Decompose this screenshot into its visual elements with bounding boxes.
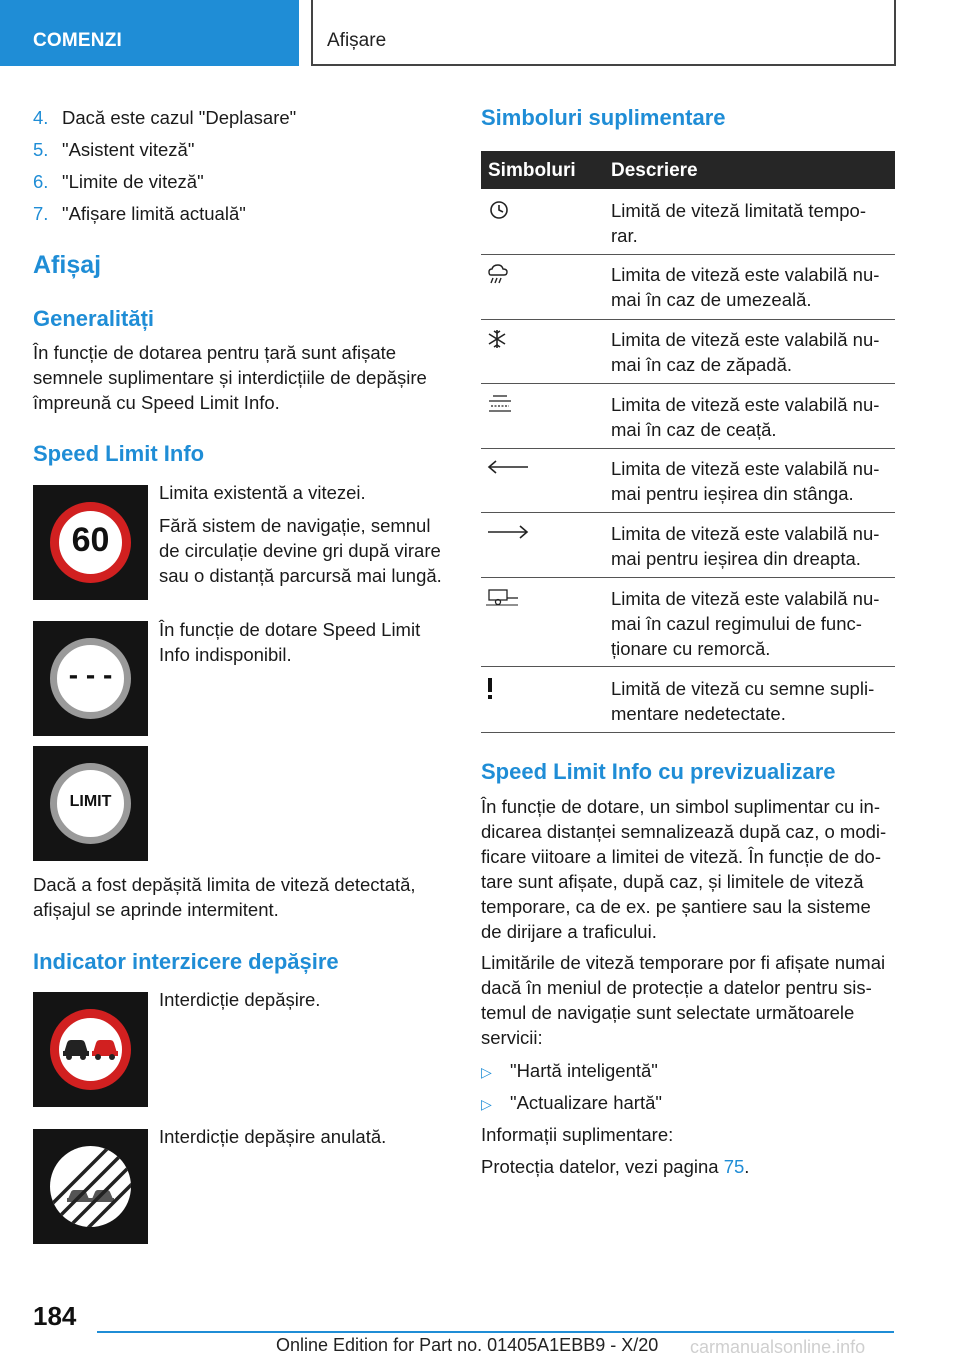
two-cars-icon: [62, 1035, 120, 1061]
chapter-tab: [311, 0, 896, 66]
section-tab: [0, 0, 299, 66]
row-divider: [481, 512, 895, 513]
service-bullet: ▷ "Actualizare hartă": [481, 1090, 662, 1117]
rain-cloud-icon: [487, 263, 515, 285]
table-row: Limită de viteză limitată tempo- rar.: [611, 200, 866, 246]
section-heading-afisaj: Afișaj: [33, 251, 102, 279]
page-link[interactable]: 75: [723, 1156, 745, 1177]
service-bullet: ▷ "Hartă inteligentă": [481, 1058, 658, 1085]
sign-limit-label: LIMIT: [69, 793, 112, 810]
chapter-title: Afișare: [327, 30, 387, 51]
end-no-overtaking-text: Interdicție depășire anulată.: [159, 1126, 387, 1147]
exclamation-icon: [484, 677, 496, 699]
sign-dash-label: - - -: [68, 659, 113, 690]
bullet-arrow-icon: ▷: [481, 1064, 492, 1080]
trailer-icon: [486, 587, 520, 609]
table-row: Limita de viteză este valabilă nu- mai în cazul regimului de func- ționare cu remorcă.: [611, 588, 880, 659]
page-number: 184: [33, 1301, 77, 1331]
subheading-preview: Speed Limit Info cu previzualizare: [481, 759, 836, 784]
exceeded-paragraph: Dacă a fost depășită limita de viteză detectată, afișajul se aprinde intermitent.: [33, 874, 416, 920]
speed-limit-paragraphs: Limita existentă a vitezei. Fără sistem de navigație, semnul de circulație devine gri după virare sau o distanță parcursă mai lungă.: [159, 482, 442, 586]
info-label: Informații suplimentare:: [481, 1124, 674, 1145]
menu-path-list: [33, 105, 296, 233]
column-header-symbols: Simboluri: [488, 160, 576, 181]
table-row: Limita de viteză este valabilă nu- mai în caz de ceață.: [611, 394, 880, 440]
subheading-speed-limit-info: Speed Limit Info: [33, 441, 205, 466]
end-restriction-icon: [50, 1146, 131, 1227]
clock-icon: [487, 199, 515, 221]
subheading-symbols: Simboluri suplimentare: [481, 105, 726, 130]
list-item: 5. "Asistent viteză": [33, 139, 195, 160]
limit-sign-image: [33, 746, 148, 861]
table-row: Limita de viteză este valabilă nu- mai în caz de umezeală.: [611, 264, 880, 310]
preview-paragraph: În funcție de dotare, un simbol suplimentar cu in- dicarea distanței semnalizează după caz, o modi- ficare viitoare a limitei de viteză. În funcție de do- tare sunt afișate, după caz, și limitele de viteză temporare, ca de ex. pe șantiere sau la sisteme de dirijare a traficului.: [481, 796, 887, 942]
row-divider: [481, 666, 895, 667]
subheading-overtaking: Indicator interzicere depășire: [33, 949, 339, 974]
table-row: Limita de viteză este valabilă nu- mai în caz de zăpadă.: [611, 329, 880, 375]
speed-limit-unavailable-sign-image: [33, 621, 148, 736]
table-row: Limita de viteză este valabilă nu- mai pentru ieșirea din stânga.: [611, 458, 880, 504]
list-item: 6. "Limite de viteză": [33, 171, 204, 192]
watermark: carmanualsonline.info: [690, 1337, 866, 1357]
row-divider: [481, 319, 895, 320]
speed-limit-60-sign-image: [33, 485, 148, 600]
no-overtaking-sign-image: [33, 992, 148, 1107]
data-protection-ref: Protecția datelor, vezi pagina 75.: [481, 1156, 750, 1177]
row-divider: [481, 448, 895, 449]
symbols-table-header: [481, 151, 895, 189]
unavailable-paragraph: În funcție de dotare Speed Limit Info indisponibil.: [159, 619, 421, 665]
row-divider: [481, 577, 895, 578]
bullet-arrow-icon: ▷: [481, 1096, 492, 1112]
section-title: COMENZI: [33, 30, 123, 51]
column-header-description: Descriere: [611, 160, 698, 181]
end-no-overtaking-sign-image: [33, 1129, 148, 1244]
sign-60-label: 60: [71, 521, 110, 559]
fog-icon: [487, 393, 515, 415]
subheading-generalitati: Generalități: [33, 306, 155, 331]
general-paragraph: În funcție de dotarea pentru țară sunt afișate semnele suplimentare și interdicțiile de depășire împreună cu Speed Limit Info.: [33, 342, 427, 413]
edition-text: Online Edition for Part no. 01405A1EBB9 - X/20: [276, 1335, 659, 1355]
temporary-limits-paragraph: Limitările de viteză temporare por fi afișate numai dacă în meniul de protecție a datelor pentru sis- temul de navigație sunt selectate următoarele servicii:: [481, 952, 886, 1048]
row-divider: [481, 254, 895, 255]
arrow-left-icon: [486, 457, 530, 477]
arrow-right-icon: [486, 522, 530, 542]
footer-divider: [97, 1331, 894, 1333]
table-row: Limită de viteză cu semne supli- mentare nedetectate.: [611, 678, 875, 724]
list-item: 4. Dacă este cazul "Deplasare": [33, 107, 297, 128]
list-item: 7. "Afișare limită actuală": [33, 203, 246, 224]
snowflake-icon: [487, 328, 515, 350]
no-overtaking-text: Interdicție depășire.: [159, 989, 321, 1010]
row-divider: [481, 383, 895, 384]
row-divider: [481, 732, 895, 733]
table-row: Limita de viteză este valabilă nu- mai pentru ieșirea din dreapta.: [611, 523, 880, 569]
